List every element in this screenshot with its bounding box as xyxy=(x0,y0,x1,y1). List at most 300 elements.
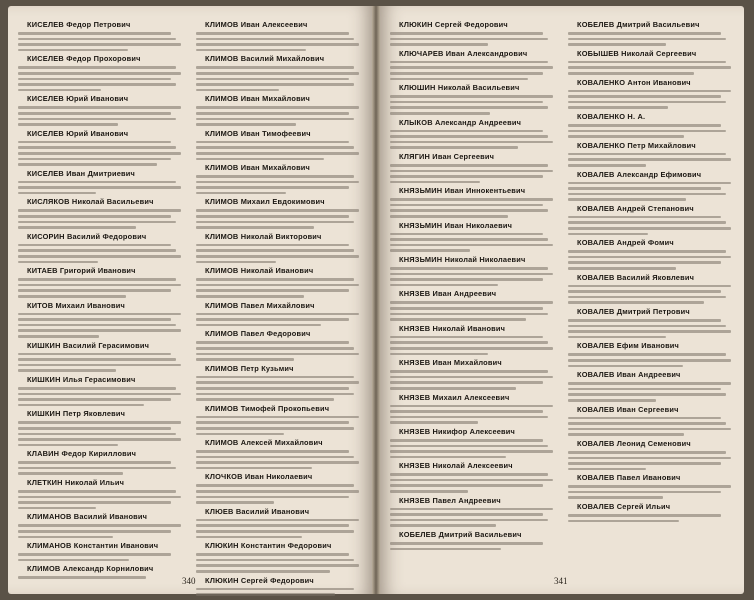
body-text-line xyxy=(196,209,359,212)
body-text-line xyxy=(390,490,468,493)
body-text-line xyxy=(390,204,543,207)
body-text-line xyxy=(390,175,543,178)
body-text-line xyxy=(390,233,543,236)
page-left xyxy=(8,6,372,594)
body-text-line xyxy=(196,289,349,292)
entry-name: КОВАЛЕВ Василий Яковлевич xyxy=(577,272,695,282)
body-text-line xyxy=(196,524,349,527)
body-text-line xyxy=(390,146,518,149)
page-right xyxy=(380,6,744,594)
body-text-line xyxy=(390,101,543,104)
body-text-line xyxy=(18,421,181,424)
body-text-line xyxy=(196,106,359,109)
body-text-line xyxy=(18,215,171,218)
body-text-line xyxy=(18,38,176,41)
body-text-line xyxy=(568,422,726,425)
body-text-line xyxy=(568,130,726,133)
body-text-line xyxy=(196,146,354,149)
body-text-line xyxy=(568,221,726,224)
entry xyxy=(196,329,362,360)
body-text-line xyxy=(196,38,354,41)
entry-name: КНЯЗЕВ Иван Андреевич xyxy=(399,289,497,299)
entry-name: КИТАЕВ Григорий Иванович xyxy=(27,266,136,276)
body-text-line xyxy=(390,284,498,287)
body-text-line xyxy=(18,324,176,327)
body-text-line xyxy=(18,255,181,258)
body-text-line xyxy=(390,249,470,252)
entry-name: КЛИМОВ Николай Иванович xyxy=(205,266,314,276)
body-text-line xyxy=(568,365,683,368)
body-text-line xyxy=(18,353,171,356)
entry xyxy=(568,370,734,401)
body-text-line xyxy=(196,358,294,361)
body-text-line xyxy=(196,43,359,46)
body-text-line xyxy=(196,570,330,573)
entry-name: КОБЕЛЕВ Дмитрий Васильевич xyxy=(577,20,700,29)
body-text-line xyxy=(568,393,726,396)
entry-name: КОВАЛЕВ Сергей Ильич xyxy=(577,502,671,512)
body-text-line xyxy=(390,61,548,64)
entry-name: КИСЕЛЕВ Федор Прохорович xyxy=(27,54,141,64)
body-text-line xyxy=(390,456,506,459)
body-text-line xyxy=(568,90,731,93)
entry xyxy=(568,49,734,75)
body-text-line xyxy=(568,153,726,156)
body-text-line xyxy=(390,341,548,344)
entry-name: КЛИМОВ Петр Кузьмич xyxy=(205,363,294,373)
entry-name: КОБЕЛЕВ Дмитрий Васильевич xyxy=(399,530,522,540)
body-text-line xyxy=(18,43,181,46)
body-text-line xyxy=(390,38,548,41)
body-text-line xyxy=(568,382,731,385)
body-text-line xyxy=(390,439,543,442)
entry xyxy=(18,266,184,297)
body-text-line xyxy=(196,593,335,596)
entry-name: КОВАЛЕВ Андрей Фомич xyxy=(577,238,674,248)
body-text-line xyxy=(18,559,129,562)
body-text-line xyxy=(196,78,349,81)
entry-name: КЛЫКОВ Александр Андреевич xyxy=(399,117,522,127)
body-text-line xyxy=(196,381,359,384)
body-text-line xyxy=(196,284,359,287)
body-text-line xyxy=(196,467,312,470)
body-text-line xyxy=(568,485,731,488)
body-text-line xyxy=(18,444,118,447)
entry-name: КОВАЛЕВ Ефим Иванович xyxy=(577,341,680,351)
entry-name: КЛИМОВ Алексей Михайлович xyxy=(205,438,323,448)
body-text-line xyxy=(18,32,171,35)
entry xyxy=(390,358,556,389)
body-text-line xyxy=(18,72,181,75)
body-text-line xyxy=(18,89,101,92)
body-text-line xyxy=(18,163,157,166)
body-text-line xyxy=(568,428,731,431)
body-text-line xyxy=(196,278,354,281)
body-text-line xyxy=(568,227,731,230)
body-text-line xyxy=(196,215,349,218)
body-text-line xyxy=(196,536,302,539)
body-text-line xyxy=(568,301,704,304)
body-text-line xyxy=(568,216,721,219)
body-text-line xyxy=(18,295,126,298)
body-text-line xyxy=(568,285,731,288)
body-text-line xyxy=(390,198,553,201)
entry-name: КЛИМАНОВ Константин Иванович xyxy=(27,541,159,551)
body-text-line xyxy=(196,221,354,224)
body-text-line xyxy=(18,398,171,401)
body-text-line xyxy=(568,319,721,322)
body-text-line xyxy=(196,181,359,184)
entry xyxy=(390,427,556,458)
body-text-line xyxy=(390,170,553,173)
text-column xyxy=(568,20,734,570)
entry-name: КИТОВ Михаил Иванович xyxy=(27,300,125,310)
body-text-line xyxy=(568,462,721,465)
body-text-line xyxy=(196,295,304,298)
body-text-line xyxy=(196,226,314,229)
body-text-line xyxy=(390,421,478,424)
body-text-line xyxy=(568,164,646,167)
entry xyxy=(390,461,556,492)
entry-name: КНЯЗЕВ Павел Андреевич xyxy=(399,495,501,505)
body-text-line xyxy=(568,72,694,75)
body-text-line xyxy=(390,106,548,109)
body-text-line xyxy=(390,112,490,115)
entry-name: КИШКИН Петр Яковлевич xyxy=(27,409,126,419)
body-text-line xyxy=(196,501,274,504)
body-text-line xyxy=(568,182,731,185)
entry-name: КИСЛЯКОВ Николай Васильевич xyxy=(27,197,154,207)
body-text-line xyxy=(18,192,96,195)
body-text-line xyxy=(568,388,721,391)
entry-name: КОВАЛЕВ Леонид Семенович xyxy=(577,438,691,448)
entry-name: КОВАЛЕНКО Н. А. xyxy=(577,111,646,121)
entry-name: КЛЮКИН Сергей Федорович xyxy=(205,575,314,585)
body-text-line xyxy=(390,43,488,46)
body-text-line xyxy=(18,278,176,281)
body-text-line xyxy=(196,530,354,533)
body-text-line xyxy=(18,387,176,390)
body-text-line xyxy=(18,364,181,367)
body-text-line xyxy=(18,553,171,556)
body-text-line xyxy=(196,456,354,459)
body-text-line xyxy=(390,484,543,487)
body-text-line xyxy=(390,278,543,281)
entry xyxy=(18,512,184,538)
body-text-line xyxy=(196,244,349,247)
body-text-line xyxy=(390,479,553,482)
body-text-line xyxy=(18,530,171,533)
text-column xyxy=(196,20,362,585)
body-text-line xyxy=(18,358,176,361)
body-text-line xyxy=(196,89,279,92)
entry-name: КЛЮШИН Николай Васильевич xyxy=(399,83,520,93)
body-text-line xyxy=(18,507,96,510)
entry-name: КЛИМОВ Михаил Евдокимович xyxy=(205,197,325,207)
body-text-line xyxy=(196,450,349,453)
body-text-line xyxy=(390,387,516,390)
body-text-line xyxy=(568,256,731,259)
body-text-line xyxy=(18,106,181,109)
entry-name: КЛЮЕВ Василий Иванович xyxy=(205,506,310,516)
entry-name: КНЯЗЕВ Николай Алексеевич xyxy=(399,461,513,471)
entry-name: КИСОРИН Василий Федорович xyxy=(27,231,147,241)
body-text-line xyxy=(18,83,176,86)
body-text-line xyxy=(196,318,349,321)
entry xyxy=(390,324,556,355)
entry xyxy=(196,94,362,125)
entry xyxy=(18,94,184,125)
body-text-line xyxy=(18,393,181,396)
body-text-line xyxy=(568,101,726,104)
body-text-line xyxy=(196,564,359,567)
body-text-line xyxy=(196,433,284,436)
entry xyxy=(568,170,734,201)
body-text-line xyxy=(18,318,171,321)
body-text-line xyxy=(196,313,359,316)
book-gutter xyxy=(372,6,380,594)
entry xyxy=(196,507,362,538)
body-text-line xyxy=(390,353,488,356)
entry xyxy=(18,449,184,475)
entry xyxy=(390,83,556,114)
body-text-line xyxy=(390,318,526,321)
entry-name: КОВАЛЕВ Андрей Степанович xyxy=(577,203,694,213)
entry xyxy=(196,232,362,263)
entry xyxy=(568,473,734,499)
entry-name: КЛЮКИН Сергей Федорович xyxy=(399,20,508,29)
body-text-line xyxy=(196,32,349,35)
entry-name: КНЯЗЕВ Михаил Алексеевич xyxy=(399,392,510,402)
body-text-line xyxy=(568,353,726,356)
entry xyxy=(18,541,184,561)
body-text-line xyxy=(568,336,666,339)
entry-name: КЛЕТКИН Николай Ильич xyxy=(27,478,125,488)
entry-name: КЛИМОВ Иван Михайлович xyxy=(205,94,311,104)
body-text-line xyxy=(18,226,136,229)
entry xyxy=(196,301,362,327)
entry-name: КНЯЗЬМИН Иван Николаевич xyxy=(399,220,513,230)
entry-name: КЛЯГИН Иван Сергеевич xyxy=(399,151,495,161)
entry-name: КОВАЛЕВ Александр Ефимович xyxy=(577,169,702,179)
body-text-line xyxy=(18,329,181,332)
entry-name: КИСЕЛЕВ Юрий Иванович xyxy=(27,128,129,138)
entry-name: КЛЮКИН Константин Федорович xyxy=(205,541,332,551)
entry-name: КЛИМОВ Тимофей Прокопьевич xyxy=(205,403,330,413)
entry-name: КИСЕЛЕВ Иван Дмитриевич xyxy=(27,168,136,178)
body-text-line xyxy=(390,376,553,379)
body-text-line xyxy=(18,152,181,155)
body-text-line xyxy=(390,313,548,316)
body-text-line xyxy=(568,261,721,264)
body-text-line xyxy=(18,490,176,493)
body-text-line xyxy=(196,141,349,144)
entry xyxy=(18,478,184,509)
body-text-line xyxy=(196,416,359,419)
body-text-line xyxy=(568,61,726,64)
body-text-line xyxy=(18,461,171,464)
body-text-line xyxy=(18,501,171,504)
entry-name: КОВАЛЕНКО Антон Иванович xyxy=(577,77,691,87)
body-text-line xyxy=(18,186,181,189)
body-text-line xyxy=(390,164,548,167)
body-text-line xyxy=(196,112,349,115)
body-text-line xyxy=(390,141,553,144)
entry xyxy=(568,141,734,167)
body-text-line xyxy=(18,78,171,81)
entry xyxy=(196,541,362,572)
body-text-line xyxy=(390,244,553,247)
body-text-line xyxy=(390,473,548,476)
body-text-line xyxy=(196,66,354,69)
entry-name: КЛАВИН Федор Кириллович xyxy=(27,449,137,459)
body-text-line xyxy=(568,233,648,236)
body-text-line xyxy=(196,553,349,556)
text-column xyxy=(390,20,556,570)
entry xyxy=(18,301,184,338)
entry xyxy=(18,169,184,195)
body-text-line xyxy=(568,250,726,253)
entry-name: КОВАЛЕВ Иван Андреевич xyxy=(577,370,681,380)
entry-name: КИШКИН Василий Герасимович xyxy=(27,340,150,350)
body-text-line xyxy=(390,66,553,69)
body-text-line xyxy=(568,451,726,454)
entry xyxy=(196,438,362,469)
body-text-line xyxy=(390,508,553,511)
entry-name: КЛИМОВ Павел Федорович xyxy=(205,329,311,339)
entry-name: КОВАЛЕВ Павел Иванович xyxy=(577,473,681,483)
body-text-line xyxy=(568,38,726,41)
entry-name: КНЯЗЕВ Никифор Алексеевич xyxy=(399,426,516,436)
body-text-line xyxy=(390,445,548,448)
body-text-line xyxy=(568,198,686,201)
entry xyxy=(18,409,184,446)
body-text-line xyxy=(568,193,726,196)
body-text-line xyxy=(390,135,548,138)
body-text-line xyxy=(196,353,359,356)
body-text-line xyxy=(390,238,548,241)
body-text-line xyxy=(18,221,176,224)
body-text-line xyxy=(390,347,553,350)
entry xyxy=(18,375,184,406)
entry-name: КОВАЛЕВ Иван Сергеевич xyxy=(577,404,679,414)
entry-name: КЛИМОВ Василий Михайлович xyxy=(205,54,325,64)
body-text-line xyxy=(568,187,721,190)
entry-name: КЛИМОВ Александр Корнилович xyxy=(27,564,154,574)
entry xyxy=(568,405,734,436)
entry xyxy=(568,238,734,269)
body-text-line xyxy=(390,301,553,304)
entry-name: КНЯЗЬМИН Николай Николаевич xyxy=(399,255,526,265)
entry xyxy=(568,78,734,109)
entry xyxy=(390,221,556,252)
body-text-line xyxy=(390,72,543,75)
body-text-line xyxy=(196,249,354,252)
body-text-line xyxy=(196,421,349,424)
body-text-line xyxy=(18,438,181,441)
body-text-line xyxy=(18,249,176,252)
body-text-line xyxy=(390,405,553,408)
entry xyxy=(196,20,362,51)
body-text-line xyxy=(568,457,731,460)
body-text-line xyxy=(18,123,118,126)
body-text-line xyxy=(18,496,181,499)
body-text-line xyxy=(196,152,359,155)
entry-name: КЛИМОВ Павел Михайлович xyxy=(205,300,315,310)
body-text-line xyxy=(18,467,176,470)
body-text-line xyxy=(390,181,480,184)
entry-name: КИСЕЛЕВ Юрий Иванович xyxy=(27,94,129,104)
entry-name: КОВАЛЕВ Дмитрий Петрович xyxy=(577,307,690,316)
body-text-line xyxy=(390,209,548,212)
body-text-line xyxy=(196,324,321,327)
page-number: 340 xyxy=(182,576,196,586)
entry-name: КЛИМОВ Иван Алексеевич xyxy=(205,20,308,29)
entry xyxy=(390,393,556,424)
body-text-line xyxy=(18,49,128,52)
entry xyxy=(196,404,362,435)
body-text-line xyxy=(390,410,543,413)
body-text-line xyxy=(390,130,543,133)
entry xyxy=(196,163,362,194)
body-text-line xyxy=(18,472,123,475)
body-text-line xyxy=(568,433,684,436)
entry xyxy=(390,289,556,320)
body-text-line xyxy=(390,524,496,527)
body-text-line xyxy=(18,112,171,115)
entry-name: КЛОЧКОВ Иван Николаевич xyxy=(205,472,313,482)
body-text-line xyxy=(390,307,543,310)
body-text-line xyxy=(196,72,359,75)
body-text-line xyxy=(390,450,553,453)
entry xyxy=(568,112,734,138)
body-text-line xyxy=(18,369,116,372)
body-text-line xyxy=(196,192,286,195)
entry xyxy=(196,472,362,503)
body-text-line xyxy=(568,399,656,402)
body-text-line xyxy=(18,536,113,539)
body-text-line xyxy=(196,398,334,401)
body-text-line xyxy=(568,124,721,127)
body-text-line xyxy=(18,427,171,430)
entry-name: КЛИМОВ Николай Викторович xyxy=(205,231,322,241)
entry xyxy=(568,20,734,46)
entry xyxy=(18,341,184,372)
body-text-line xyxy=(196,484,354,487)
body-text-line xyxy=(18,118,176,121)
entry xyxy=(568,204,734,235)
body-text-line xyxy=(390,542,543,545)
body-text-line xyxy=(390,273,553,276)
entry xyxy=(18,564,184,579)
body-text-line xyxy=(196,49,306,52)
body-text-line xyxy=(568,325,726,328)
body-text-line xyxy=(390,95,553,98)
body-text-line xyxy=(390,519,548,522)
body-text-line xyxy=(196,461,359,464)
body-text-line xyxy=(196,387,349,390)
body-text-line xyxy=(390,416,548,419)
entry-name: КЛИМОВ Иван Тимофеевич xyxy=(205,128,311,138)
body-text-line xyxy=(196,588,354,591)
body-text-line xyxy=(18,433,176,436)
entry xyxy=(568,439,734,470)
body-text-line xyxy=(568,296,726,299)
body-text-line xyxy=(18,209,181,212)
body-text-line xyxy=(568,330,731,333)
body-text-line xyxy=(196,559,354,562)
entry xyxy=(568,273,734,304)
